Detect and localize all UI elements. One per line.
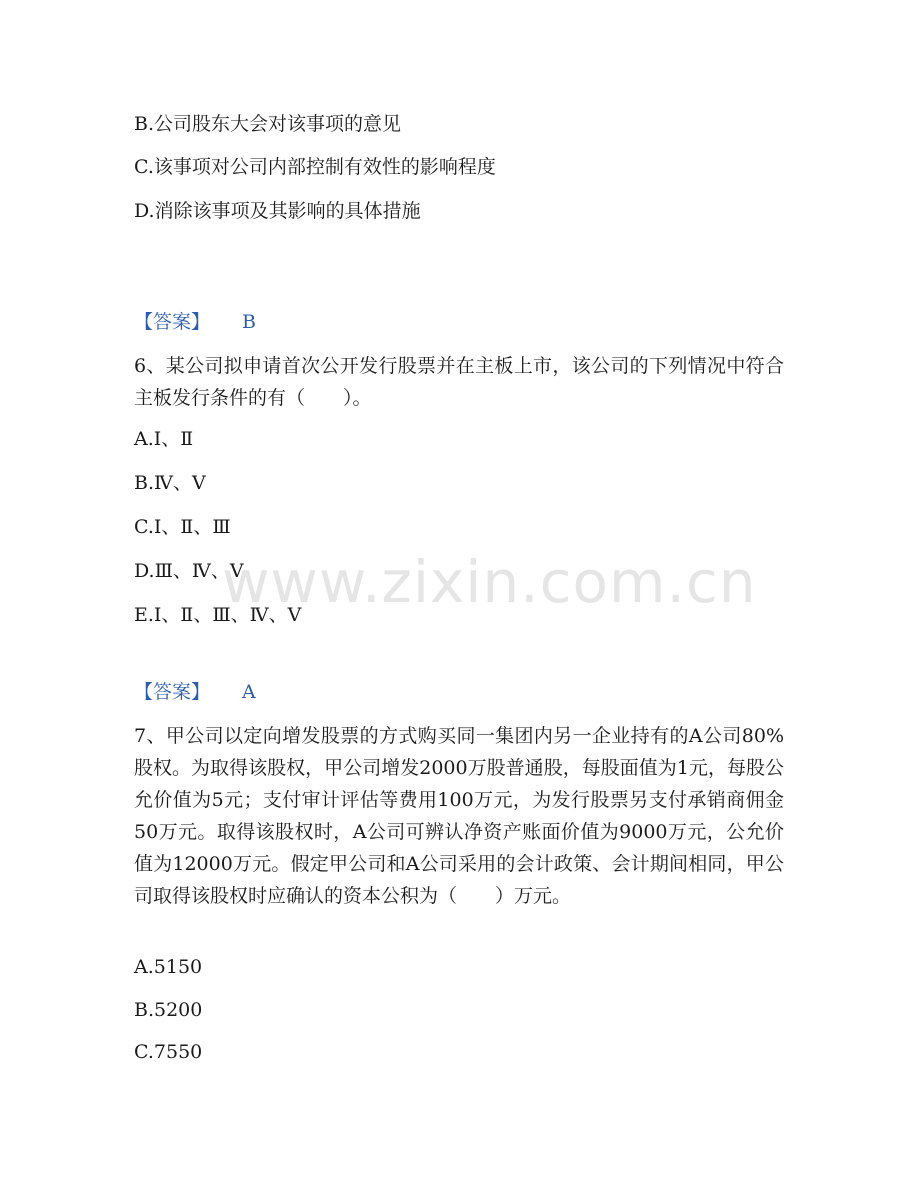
q6-option-a: A.Ⅰ、Ⅱ [134, 428, 194, 450]
q6-option-c: C.Ⅰ、Ⅱ、Ⅲ [134, 516, 231, 538]
q7-option-b: B.5200 [134, 999, 203, 1021]
answer-5 [134, 310, 256, 334]
q5-option-d: D.消除该事项及其影响的具体措施 [134, 200, 421, 222]
q6-option-d: D.Ⅲ、Ⅳ、Ⅴ [134, 560, 244, 582]
answer-label: 【答案】 [134, 681, 211, 703]
answer-value: A [242, 681, 256, 703]
answer-label: 【答案】 [134, 311, 211, 333]
answer-6 [134, 680, 256, 704]
watermark: www.zixin.com.cn [222, 548, 757, 616]
q5-option-c: C.该事项对公司内部控制有效性的影响程度 [134, 156, 496, 178]
q7-option-a: A.5150 [134, 956, 203, 978]
answer-value: B [242, 311, 256, 333]
q5-option-b: B.公司股东大会对该事项的意见 [134, 113, 402, 135]
q6-option-e: E.Ⅰ、Ⅱ、Ⅲ、Ⅳ、Ⅴ [134, 604, 302, 626]
question-6-stem: 6、某公司拟申请首次公开发行股票并在主板上市，该公司的下列情况中符合主板发行条件的有（ ）。 [134, 355, 784, 409]
question-7-stem: 7、甲公司以定向增发股票的方式购买同一集团内另一企业持有的A公司80%股权。为取得该股权，甲公司增发2000万股普通股，每股面值为1元，每股公允价值为5元；支付审计评估等费用100万元，为发行股票另支付承销商佣金50万元。取得该股权时，A公司可辨认净资产账面价值为9000万元，公允价值为12000万元。假定甲公司和A公司采用的会计政策、会计期间相同，甲公司取得该股权时应确认的资本公积为（ ）万元。 [134, 725, 784, 907]
q6-option-b: B.Ⅳ、Ⅴ [134, 472, 206, 494]
q7-option-c: C.7550 [134, 1041, 203, 1063]
